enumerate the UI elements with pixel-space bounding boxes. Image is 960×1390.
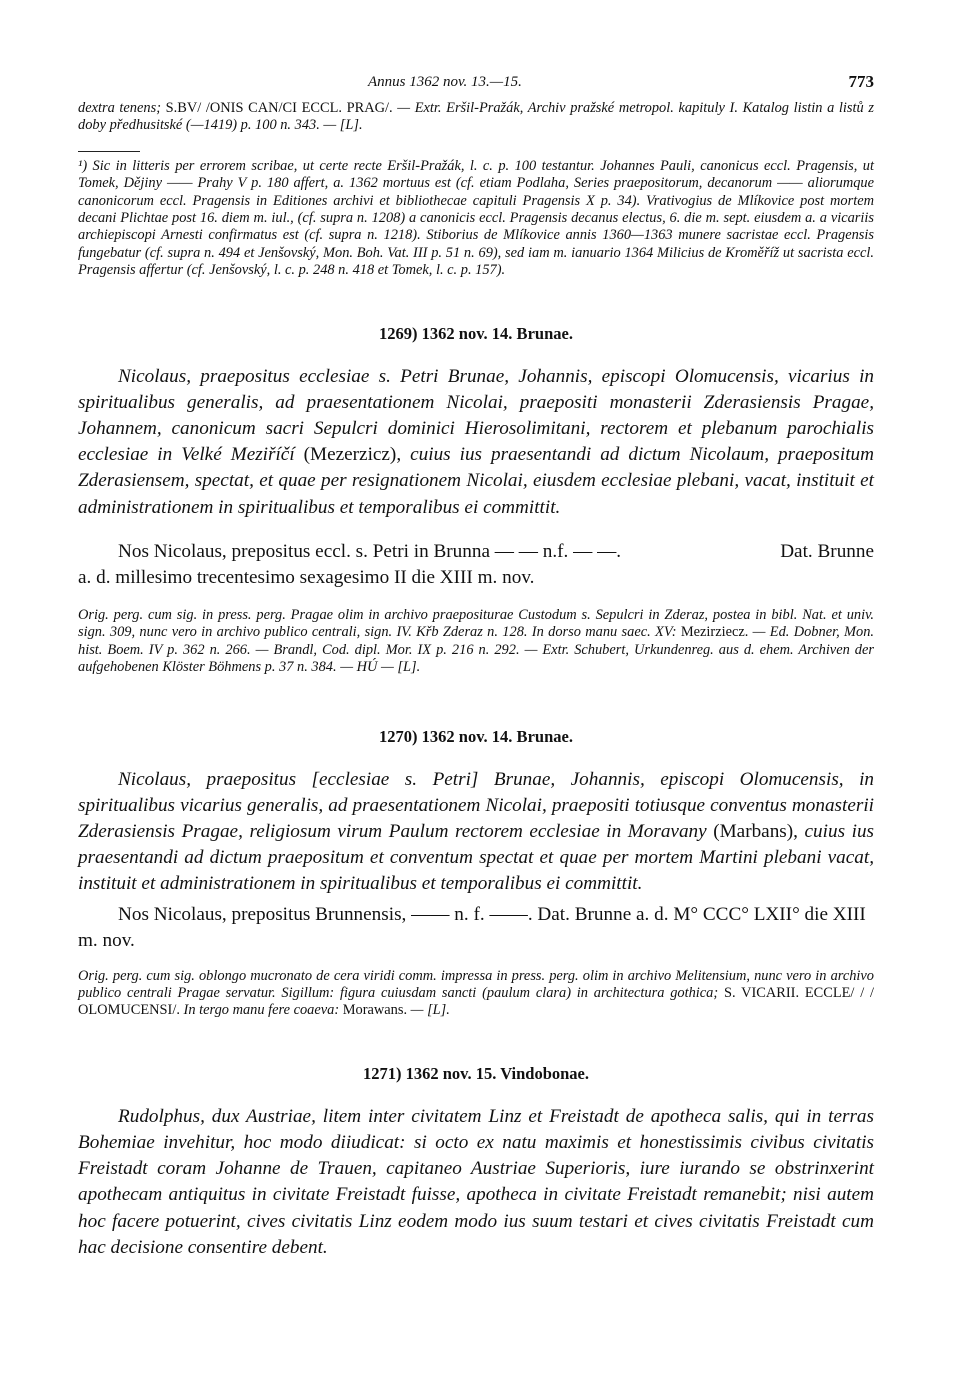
document-1270-incipit: Nos Nicolaus, prepositus Brunnensis, —— n. f. ——. Dat. Brunne a. d. M° CCC° LXII° die XIII m. nov.	[78, 903, 866, 951]
footnote-rule	[78, 151, 140, 152]
document-1270-regest-text: Nicolaus, praepositus [ecclesiae s. Petri] Brunae, Johannis, episcopi Olomucensis, in spiritualibus vicarius generalis, ad praesentationem Nicolai, praepositi totiusque conventus monasterii Zderasiensis Pragae, religiosum virum Paulum rectorem ecclesiae in Moravany	[78, 768, 874, 842]
document-1269-heading: 1269) 1362 nov. 14. Brunae.	[379, 323, 573, 343]
top-note-seal-legend: S.BV/ /ONIS CAN/CI ECCL. PRAG/.	[160, 100, 398, 116]
document-1270-place-name: (Marbans),	[706, 820, 805, 842]
running-head-title: Annus 1362 nov. 13.—15.	[368, 74, 522, 90]
document-1270-note-italic-2: In tergo manu fere coaeva:	[183, 1002, 340, 1019]
document-1269-place-name: (Mezerzicz),	[294, 444, 411, 466]
footnote: ¹) Sic in litteris per errorem scribae, ut certe recte Eršil-Pražák, l. c. p. 100 testantur. Johannes Pauli, canonicus eccl. Pragensis, ut Tomek, Dějiny —— Prahy V p. 180 affert, a. 1362 mortuus est (cf. etiam Podlaha, Series praepositorum, decanorum —— aliorumque canonicorum eccl. Pragensis in Editiones archivi et bibliothecae capituli Pragensis X p. 34). Vrativogius de Mlíkovice post mortem decani Plichtae post 16. diem m. iul., (cf. supra n. 1208) a canonicis eccl. Pragensis decanus electus, 6. die m. sept. eiusdem a. a vicariis archiepiscopi Arnesti confirmatus est (cf. supra n. 1218). Stiborius de Mlíkovice annis 1360—1363 munere sacristae eccl. Pragensis fungebatur (cf. supra n. 494 et Jenšovský, Mon. Boh. Vat. III p. 51 n. 69), sed iam m. ianuario 1364 Milicius de Kroměříž ut sacrista eccl. Pragensis affertur (cf. Jenšovský, l. c. p. 248 n. 418 et Tomek, l. c. p. 157).	[78, 157, 874, 279]
document-1270-seal-legend: S. VICARII. ECCLE/ / / OLOMUCENSI/.	[78, 984, 874, 1019]
document-1269-incipit-line	[78, 539, 874, 565]
document-1270-regest-end: cuius ius praesentandi ad dictum praepositum et conventum spectat et quae per mortem Martini plebani vacat, instituit et administrationem in spiritualibus et temporalibus ei committit.	[78, 820, 875, 895]
document-1270-note-italic-3: — [L].	[410, 1002, 450, 1019]
document-1269-incipit: Nos Nicolaus, prepositus eccl. s. Petri in Brunna — — n.f. — —.	[118, 540, 622, 562]
page	[78, 70, 874, 1261]
document-1269-regest-end: cuius ius praesentandi ad dictum Nicolaum, praepositum Zderasiensem, spectat, et quae per resignationem Nicolai, eiusdem ecclesiae plebani, vacat, instituit et administrationem in spiritualibus et temporalibus ei committit.	[78, 444, 874, 518]
previous-document-tail	[78, 100, 874, 135]
document-1270-dorsal-note: Morawans.	[339, 1002, 411, 1019]
document-1271-heading: 1271) 1362 nov. 15. Vindobonae.	[362, 1063, 589, 1083]
document-1270-note	[78, 968, 874, 1020]
document-1269-note-italic-1: Orig. perg. cum sig. in press. perg. Pragae olim in archivo praepositurae Custodum s. Sepulcri in Zderaz, postea in bibl. Nat. et univ. sign. 309, nunc vero in archivo publico centrali, sign. IV. Křb Zderaz n. 128. In dorso manu saec. XV:	[78, 606, 874, 641]
page-number: 773	[848, 72, 874, 91]
top-note-italic-2: — Extr. Eršil-Pražák, Archiv pražské metropol. kapituly I. Katalog listin a listů z doby předhusitské (—1419) p. 100 n. 343. — [L].	[78, 100, 874, 134]
top-note-italic-1: dextra tenens;	[78, 100, 161, 116]
document-1270-note-italic-1: Orig. perg. cum sig. oblongo mucronato de cera viridi comm. impressa in press. perg. olim in archivo Melitensium, nunc vero in archivo publico centrali Pragae servatur. Sigillum: figura cuiusdam sancti (paulum clara) in architectura gothica;	[78, 967, 874, 1001]
document-1270-heading: 1270) 1362 nov. 14. Brunae.	[379, 726, 573, 746]
document-1269-note-italic-2: — Ed. Dobner, Mon. hist. Boem. IV p. 362 n. 266. — Brandl, Cod. dipl. Mor. IX p. 216 n. 292. — Extr. Schubert, Urkundenreg. aus d. ehem. Archiven der aufgehobenen Klöster Böhmens p. 37 n. 384. — HÚ — [L].	[78, 624, 874, 676]
document-1269-regest	[78, 364, 874, 521]
document-1271-regest: Rudolphus, dux Austriae, litem inter civitatem Linz et Freistadt de apotheca salis, qui in terras Bohemiae invehitur, hoc modo diiudicat: si octo ex natu maximis et honestissimis civibus civitatis Freistadt coram Johanne de Trauen, capitaneo Austriae Superioris, iure iurando se obstrinxerint apothecam antiquitus in civitate Freistadt fuisse, apotheca in civitate Freistadt remanebit; nisi autem hoc facere potuerint, cives civitatis Linz eodem modo ius suum testari et cives civitatis Freistadt cum hac decisione consentire debent.	[78, 1105, 874, 1258]
document-1269-dat-cont: a. d. millesimo trecentesimo sexagesimo II die XIII m. nov.	[78, 566, 535, 588]
document-1270-regest	[78, 767, 874, 898]
document-1269-note	[78, 607, 874, 677]
document-1269-regest-text: Nicolaus, praepositus ecclesiae s. Petri Brunae, Johannis, episcopi Olomucensis, vicarius in spiritualibus generalis, ad praesentationem Nicolai, praepositi monasterii Zderasiensis Pragae, Johannem, canonicum sacri Sepulcri dominici Hierosolimitani, rectorem et plebanum parochialis ecclesiae in Velké Meziříčí	[78, 365, 874, 466]
document-1269-note-roman: Mezirziecz.	[676, 624, 753, 641]
running-head	[78, 70, 874, 100]
document-1269-dat: Dat. Brunne	[780, 540, 874, 562]
